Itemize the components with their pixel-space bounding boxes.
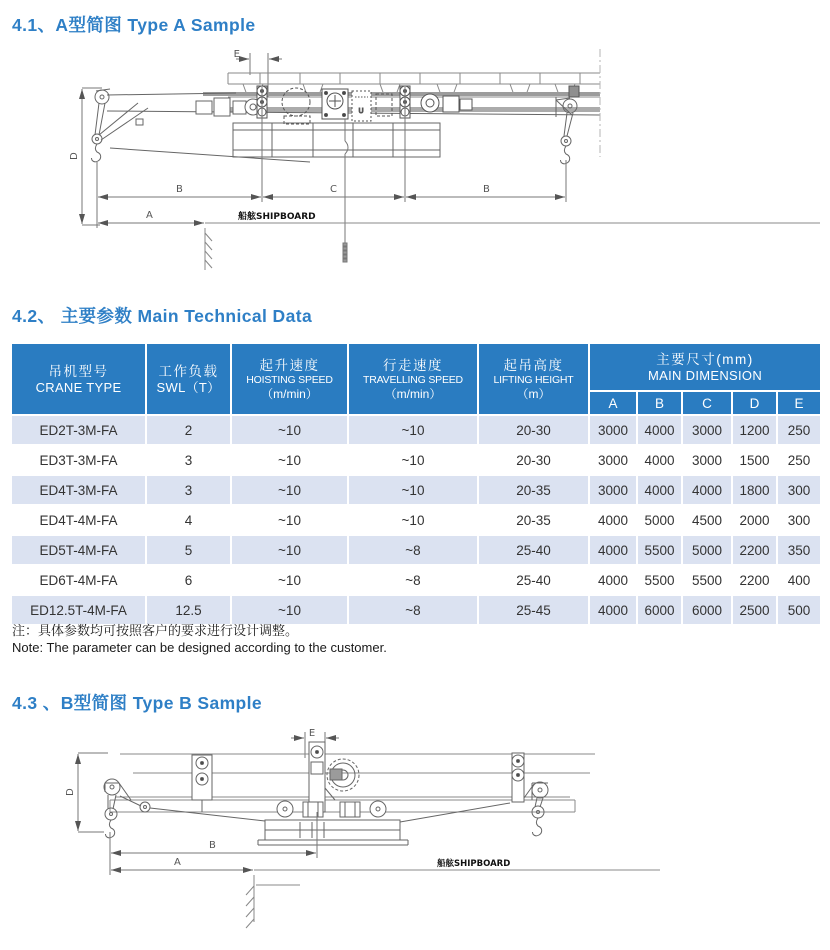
dim-label-a: A (146, 210, 153, 221)
cell-dim-e: 500 (777, 595, 821, 625)
cell-lift: 25-40 (478, 565, 589, 595)
crane-rail-lower (230, 107, 600, 112)
cell-dim-c: 3000 (682, 445, 732, 475)
cell-lift: 20-30 (478, 445, 589, 475)
dim-label-b-right: B (483, 184, 490, 195)
cell-swl: 2 (146, 415, 231, 445)
type-a-crane-drawing (0, 45, 830, 280)
left-hook-assembly (104, 779, 265, 838)
cell-swl: 5 (146, 535, 231, 565)
dim-label-a: A (174, 857, 181, 868)
cell-crane-type: ED6T-4M-FA (11, 565, 146, 595)
cell-travel: ~8 (348, 595, 478, 625)
cell-crane-type: ED4T-3M-FA (11, 475, 146, 505)
note-cn: 注：具体参数均可按照客户的要求进行设计调整。 (12, 623, 299, 638)
cell-dim-e: 400 (777, 565, 821, 595)
cell-hoist: ~10 (231, 475, 348, 505)
cell-dim-e: 300 (777, 475, 821, 505)
svg-text:U: U (358, 107, 364, 115)
cell-lift: 20-35 (478, 475, 589, 505)
cell-dim-e: 250 (777, 445, 821, 475)
dim-d (82, 88, 102, 225)
cell-crane-type: ED5T-4M-FA (11, 535, 146, 565)
col-header-dim-d: D (732, 391, 777, 415)
section-4-1-heading: 4.1、A型简图 Type A Sample (12, 15, 256, 35)
cell-dim-d: 2200 (732, 535, 777, 565)
dim-label-d: D (69, 152, 80, 160)
table-row (11, 445, 821, 475)
cell-dim-c: 5000 (682, 535, 732, 565)
cell-dim-d: 2200 (732, 565, 777, 595)
cell-travel: ~8 (348, 535, 478, 565)
cell-dim-b: 4000 (637, 475, 682, 505)
cell-dim-d: 1500 (732, 445, 777, 475)
cell-travel: ~10 (348, 475, 478, 505)
section-4-2-heading: 4.2、 主要参数 Main Technical Data (12, 306, 313, 326)
shipboard-label: 船舷SHIPBOARD (238, 212, 316, 222)
cell-hoist: ~10 (231, 445, 348, 475)
cell-dim-b: 6000 (637, 595, 682, 625)
cell-lift: 25-40 (478, 535, 589, 565)
dim-label-d: D (65, 788, 76, 796)
technical-data-table (10, 342, 822, 626)
cell-hoist: ~10 (231, 535, 348, 565)
cell-hoist: ~10 (231, 595, 348, 625)
cell-dim-a: 3000 (589, 475, 637, 505)
col-header-hoisting-speed: 起升速度 HOISTING SPEED （m/min） (231, 343, 348, 415)
cell-dim-d: 2000 (732, 505, 777, 535)
cell-dim-a: 4000 (589, 565, 637, 595)
cell-dim-a: 4000 (589, 595, 637, 625)
cell-dim-c: 4000 (682, 475, 732, 505)
col-header-dim-c: C (682, 391, 732, 415)
cell-dim-c: 5500 (682, 565, 732, 595)
cell-dim-c: 3000 (682, 415, 732, 445)
cell-dim-b: 5000 (637, 505, 682, 535)
hoist-wire (343, 119, 348, 262)
cell-dim-d: 2500 (732, 595, 777, 625)
dim-label-b-left: B (176, 184, 183, 195)
dim-label-c: C (330, 184, 337, 195)
cell-crane-type: ED12.5T-4M-FA (11, 595, 146, 625)
table-row (11, 535, 821, 565)
cell-dim-b: 4000 (637, 415, 682, 445)
note-en: Note: The parameter can be designed according to the customer. (12, 640, 387, 655)
platform-grid (233, 123, 440, 157)
cell-dim-c: 4500 (682, 505, 732, 535)
col-header-swl: 工作负载 SWL（T） (146, 343, 231, 415)
cell-dim-b: 5500 (637, 535, 682, 565)
col-header-dim-a: A (589, 391, 637, 415)
col-header-main-dimension: 主要尺寸(mm) MAIN DIMENSION (589, 343, 821, 391)
table-row (11, 565, 821, 595)
section-4-3-heading: 4.3 、B型简图 Type B Sample (12, 693, 263, 713)
type-b-crane-drawing (0, 728, 830, 950)
cell-dim-e: 250 (777, 415, 821, 445)
cell-swl: 3 (146, 445, 231, 475)
cell-dim-d: 1200 (732, 415, 777, 445)
cell-hoist: ~10 (231, 505, 348, 535)
dim-label-e: E (233, 49, 240, 60)
col-header-crane-type: 吊机型号 CRANE TYPE (11, 343, 146, 415)
cell-dim-c: 6000 (682, 595, 732, 625)
cell-lift: 20-35 (478, 505, 589, 535)
right-post (512, 753, 524, 802)
cell-dim-d: 1800 (732, 475, 777, 505)
col-header-travelling-speed: 行走速度 TRAVELLING SPEED （m/min） (348, 343, 478, 415)
col-header-dim-e: E (777, 391, 821, 415)
cell-dim-a: 4000 (589, 535, 637, 565)
hull-wall (205, 228, 212, 270)
cell-dim-b: 4000 (637, 445, 682, 475)
dim-label-b: B (209, 840, 216, 851)
table-row (11, 595, 821, 625)
cell-travel: ~8 (348, 565, 478, 595)
col-header-dim-b: B (637, 391, 682, 415)
cell-swl: 12.5 (146, 595, 231, 625)
trolley (258, 801, 408, 845)
cell-hoist: ~10 (231, 415, 348, 445)
cell-swl: 3 (146, 475, 231, 505)
table-row (11, 505, 821, 535)
cell-travel: ~10 (348, 415, 478, 445)
cell-travel: ~10 (348, 505, 478, 535)
cell-lift: 20-30 (478, 415, 589, 445)
cell-swl: 6 (146, 565, 231, 595)
cell-dim-b: 5500 (637, 565, 682, 595)
cell-crane-type: ED3T-3M-FA (11, 445, 146, 475)
hull-wall (246, 875, 300, 928)
table-row (11, 475, 821, 505)
table-row (11, 415, 821, 445)
notes (12, 622, 387, 656)
cell-dim-e: 300 (777, 505, 821, 535)
cell-swl: 4 (146, 505, 231, 535)
cell-crane-type: ED4T-4M-FA (11, 505, 146, 535)
left-post (192, 755, 212, 812)
cell-dim-e: 350 (777, 535, 821, 565)
dim-label-e: E (308, 728, 316, 739)
hoist-machinery (257, 86, 579, 124)
cell-dim-a: 4000 (589, 505, 637, 535)
shipboard-label: 船舷SHIPBOARD (437, 859, 511, 869)
cell-dim-a: 3000 (589, 415, 637, 445)
cell-hoist: ~10 (231, 565, 348, 595)
cell-lift: 25-45 (478, 595, 589, 625)
cell-travel: ~10 (348, 445, 478, 475)
col-header-lifting-height: 起吊高度 LIFTING HEIGHT （m） (478, 343, 589, 415)
dim-d (78, 753, 108, 832)
right-hook-assembly (400, 782, 548, 836)
cell-dim-a: 3000 (589, 445, 637, 475)
cell-crane-type: ED2T-3M-FA (11, 415, 146, 445)
